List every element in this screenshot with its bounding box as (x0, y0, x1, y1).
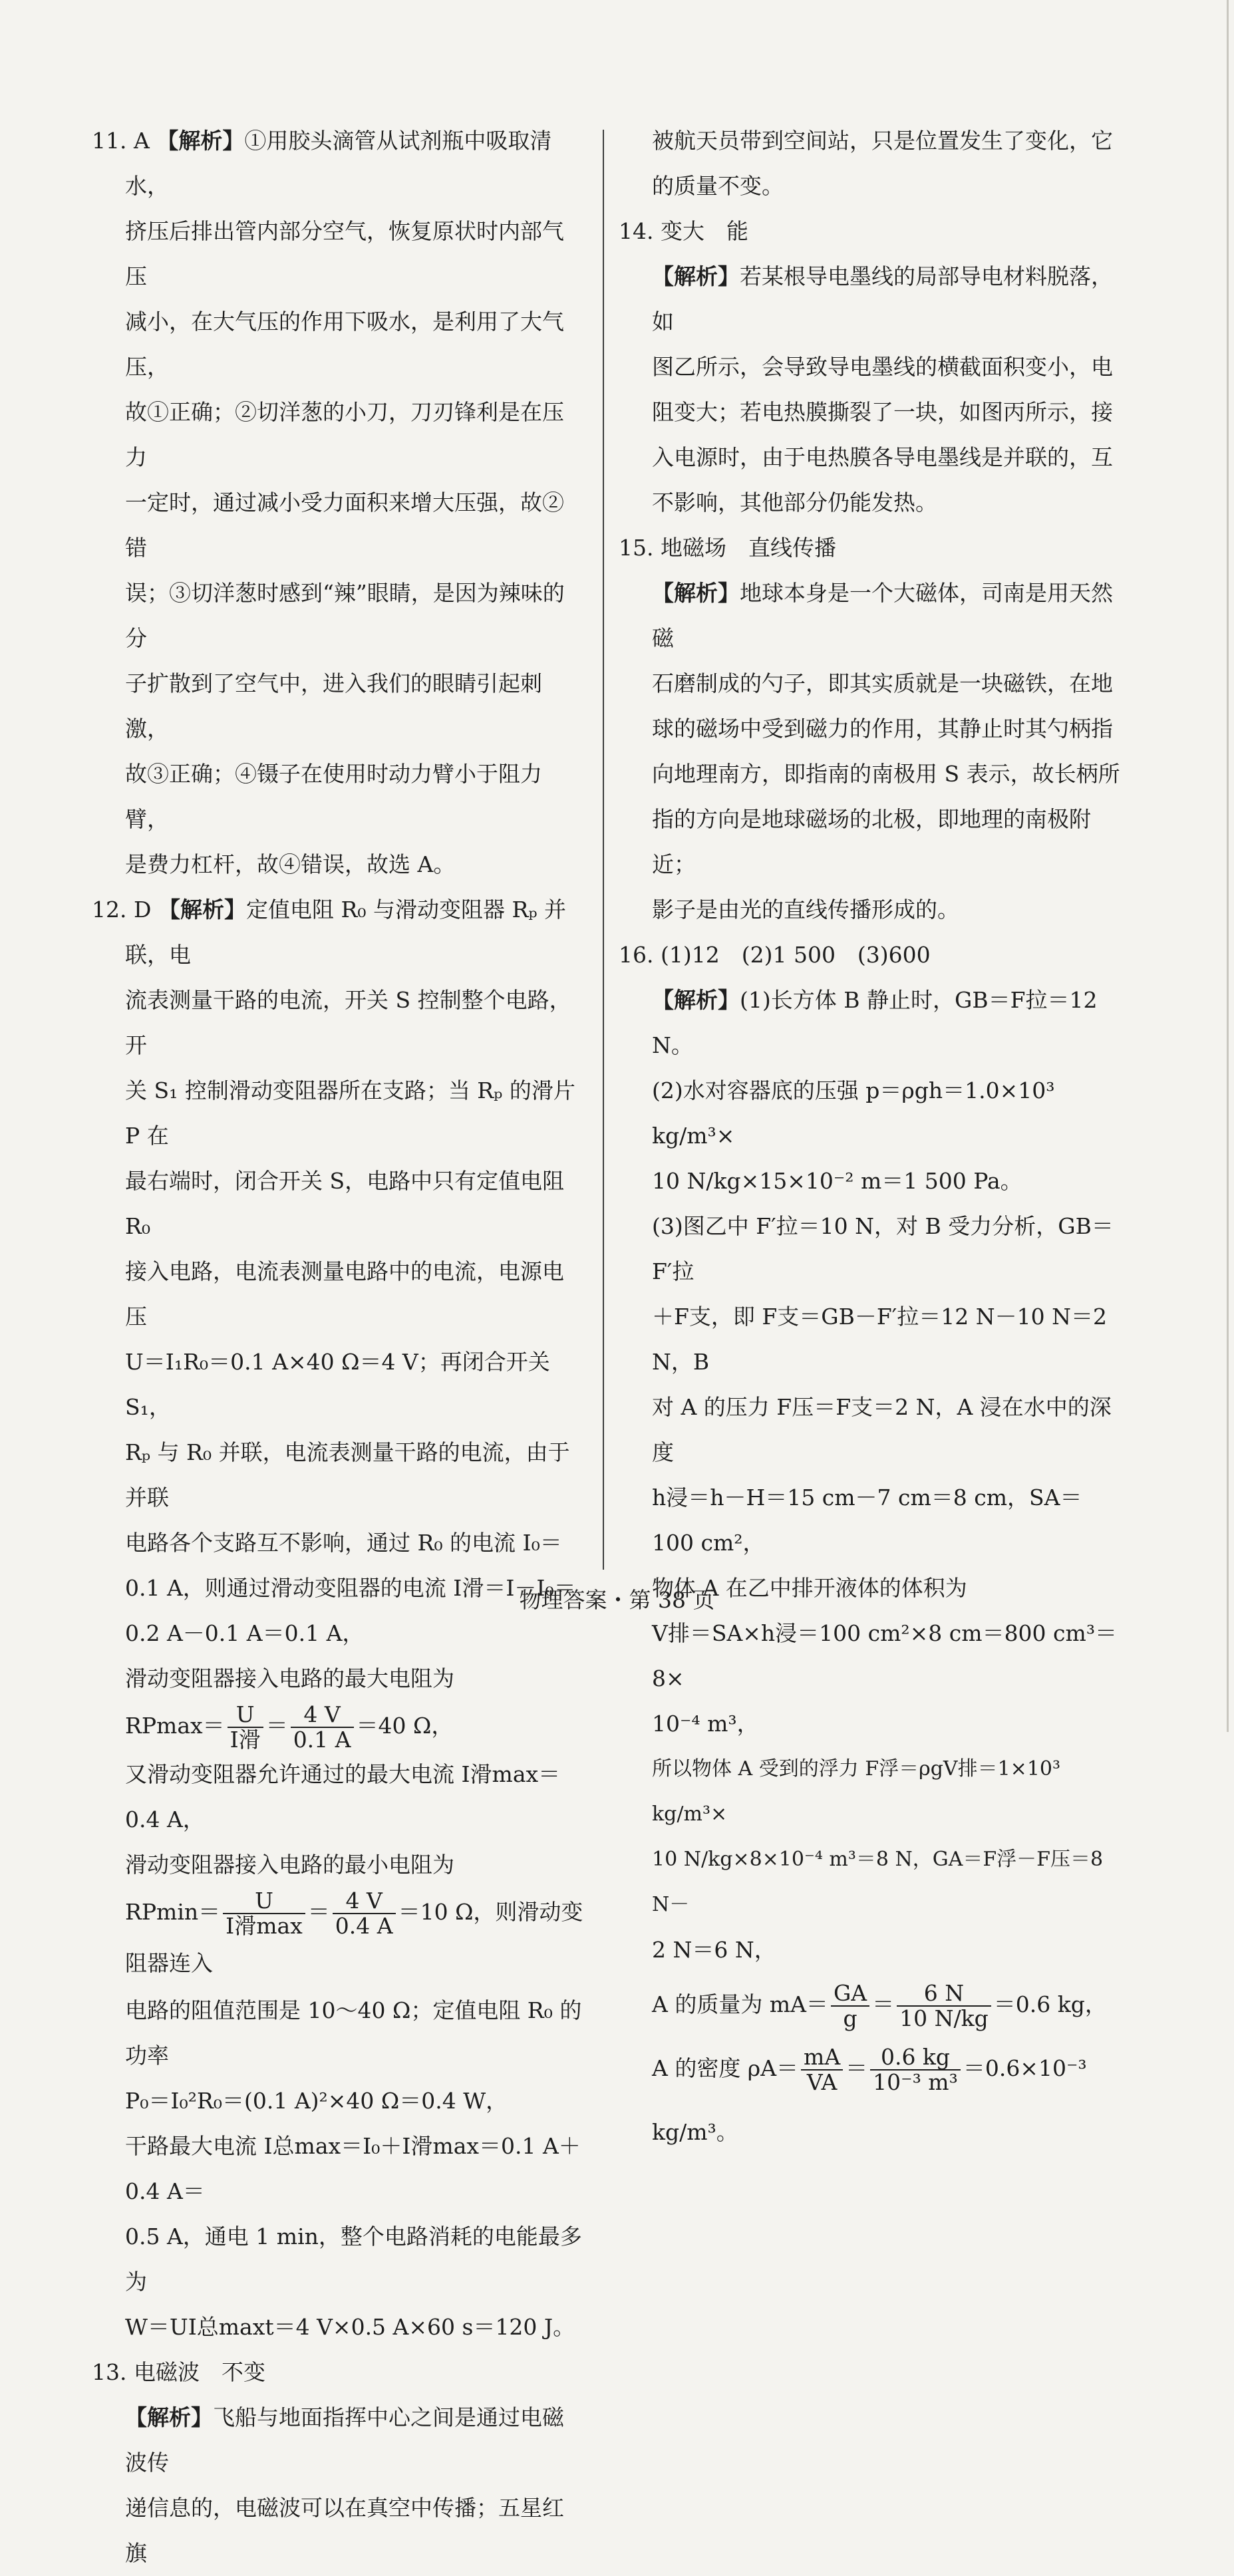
q14-first-line: 14. 变大 能 (619, 218, 748, 244)
fraction: $\frac{GA}{g}$ (831, 1981, 869, 2031)
page-footer: 物理答案・第 38 页 (519, 1587, 715, 1613)
mass-formula: A 的质量为 mA＝ $\frac{GA}{g}$ ＝ $\frac{6 N}{10 N/kg}$ ＝0.6 kg， (652, 1979, 1107, 2031)
fraction: $\frac{mA}{VA}$ (801, 2045, 843, 2095)
column-divider (603, 130, 604, 1570)
q13-first-line: 13. 电磁波 不变 (92, 2359, 265, 2385)
rpmin-formula: RPmin＝ $\frac{U}{\text{I滑max}}$ ＝ $\frac{4 V}{0.4 A}$ ＝10 Ω，则滑动变阻器连入 (125, 1888, 583, 1976)
fraction: $\frac{U}{\text{I滑}}$ (228, 1703, 263, 1753)
q15-analysis: 【解析】地球本身是一个大磁体，司南是用天然磁 (652, 580, 1113, 651)
fraction: $\frac{0.6 kg}{\text{10⁻³ m³}}$ (870, 2045, 961, 2095)
question-13-continued: 被航天员带到空间站，只是位置发生了变化，它 的质量不变。 (652, 128, 1113, 199)
question-14: 14. 变大 能 【解析】若某根导电墨线的局部导电材料脱落，如 图乙所示，会导致导电墨线的横截面积变小，电 阻变大；若电热膜撕裂了一块，如图丙所示，接 入电源时，由于电热膜各导电墨线是并联的，互 不影响，其他部分仍能发热。 (619, 209, 1121, 525)
rpmax-formula: RPmax＝ $\frac{U}{\text{I滑}}$ ＝ $\frac{4 V}{0.1 A}$ ＝40 Ω， (125, 1701, 454, 1753)
question-12: 12. D 【解析】定值电阻 R₀ 与滑动变阻器 Rₚ 并联，电 流表测量干路的电流，开关 S 控制整个电路，开 关 S₁ 控制滑动变阻器所在支路；当 Rₚ 的滑片 P 在 最右端时，闭合开关 S，电路中只有定值电阻 R₀ 接入电路，电流表测量电路中的电流，电源电压 U＝I₁R₀＝0.1 A×40 Ω＝4 V；再闭合开关 S₁， Rₚ 与 R₀ 并联，电流表测量干路的电流，由于并联 电路各个支路互不影响，通过 R₀ 的电流 I₀＝ 0.1 A，则通过滑动变阻器的电流 I滑＝I－I₀＝ 0.2 A－0.1 A＝0.1 A， 滑动变阻器接入电路的最大电阻为 RPmax＝ $\frac{U}{\text{I滑}}$ ＝ $\frac{4 V}{0.1 A}$ ＝40 Ω， 又滑动变阻器允许通过的最大电流 I滑max＝0.4 A， 滑动变阻器接入电路的最小电阻为 RPmin＝ $\frac{U}{\text{I滑max}}$ ＝ $\frac{4 V}{0.4 A}$ ＝10 Ω，则滑动变阻器连入 电路的阻值范围是 10～40 Ω；定值电阻 R₀ 的功率 P₀＝I₀²R₀＝(0.1 A)²×40 Ω＝0.4 W， 干路最大电流 I总max＝I₀＋I滑max＝0.1 A＋0.4 A＝ 0.5 A，通电 1 min，整个电路消耗的电能最多为 W＝UI总maxt＝4 V×0.5 A×60 s＝120 J。 (92, 887, 584, 2350)
question-11: 11. A 【解析】①用胶头滴管从试剂瓶中吸取清水， 挤压后排出管内部分空气，恢复原状时内部气压 减小，在大气压的作用下吸水，是利用了大气压， 故①正确；②切洋葱的小刀，刀刃锋利是在压力 一定时，通过减小受力面积来增大压强，故②错 误；③切洋葱时感到“辣”眼睛，是因为辣味的分 子扩散到了空气中，进入我们的眼睛引起刺激， 故③正确；④镊子在使用时动力臂小于阻力臂， 是费力杠杆，故④错误，故选 A。 (92, 118, 584, 887)
left-column (92, 118, 584, 2576)
q16-first-line: 16. (1)12 (2)1 500 (3)600 (619, 942, 931, 968)
q13-analysis: 【解析】飞船与地面指挥中心之间是通过电磁波传 (125, 2404, 564, 2476)
q14-analysis: 【解析】若某根导电墨线的局部导电材料脱落，如 (652, 263, 1113, 335)
q12-first-line: 12. D 【解析】定值电阻 R₀ 与滑动变阻器 Rₚ 并联，电 (92, 897, 567, 968)
fraction: $\frac{4 V}{0.1 A}$ (291, 1703, 354, 1753)
question-16: 16. (1)12 (2)1 500 (3)600 【解析】(1)长方体 B 静止时，GB＝F拉＝12 N。 (2)水对容器底的压强 p＝ρgh＝1.0×10³ kg/m³× 10 N/kg×15×10⁻² m＝1 500 Pa。 (3)图乙中 F′拉＝10 N，对 B 受力分析，GB＝F′拉 ＋F支，即 F支＝GB－F′拉＝12 N－10 N＝2 N，B 对 A 的压力 F压＝F支＝2 N，A 浸在水中的深度 h浸＝h－H＝15 cm－7 cm＝8 cm，SA＝100 cm²， 物体 A 在乙中排开液体的体积为 V排＝SA×h浸＝100 cm²×8 cm＝800 cm³＝8× 10⁻⁴ m³， 所以物体 A 受到的浮力 F浮＝ρgV排＝1×10³ kg/m³× 10 N/kg×8×10⁻⁴ m³＝8 N，GA＝F浮－F压＝8 N－ 2 N＝6 N， A 的质量为 mA＝ $\frac{GA}{g}$ ＝ $\frac{6 N}{10 N/kg}$ ＝0.6 kg， A 的密度 ρA＝ $\frac{mA}{VA}$ ＝ $\frac{0.6 kg}{\text{10⁻³ m³}}$ ＝0.6×10⁻³ kg/m³。 (619, 932, 1121, 2164)
fraction: $\frac{4 V}{0.4 A}$ (333, 1889, 396, 1939)
page-edge (1227, 0, 1229, 1732)
density-formula: A 的密度 ρA＝ $\frac{mA}{VA}$ ＝ $\frac{0.6 kg}{\text{10⁻³ m³}}$ ＝0.6×10⁻³ kg/m³。 (652, 2043, 1087, 2145)
q11-first-line: 11. A 【解析】①用胶头滴管从试剂瓶中吸取清水， (92, 128, 552, 199)
question-13: 13. 电磁波 不变 【解析】飞船与地面指挥中心之间是通过电磁波传 递信息的，电磁波可以在真空中传播；五星红旗 (92, 2350, 584, 2576)
q16-analysis: 【解析】(1)长方体 B 静止时，GB＝F拉＝12 N。 (652, 987, 1098, 1058)
right-column (619, 118, 1121, 2164)
question-15: 15. 地磁场 直线传播 【解析】地球本身是一个大磁体，司南是用天然磁 石磨制成的勺子，即其实质就是一块磁铁，在地 球的磁场中受到磁力的作用，其静止时其勺柄指 向地理南方，即指南的南极用 S 表示，故长柄所 指的方向是地球磁场的北极，即地理的南极附近； 影子是由光的直线传播形成的。 (619, 525, 1121, 932)
q15-first-line: 15. 地磁场 直线传播 (619, 535, 836, 561)
fraction: $\frac{U}{\text{I滑max}}$ (223, 1889, 305, 1939)
fraction: $\frac{6 N}{10 N/kg}$ (897, 1981, 991, 2031)
